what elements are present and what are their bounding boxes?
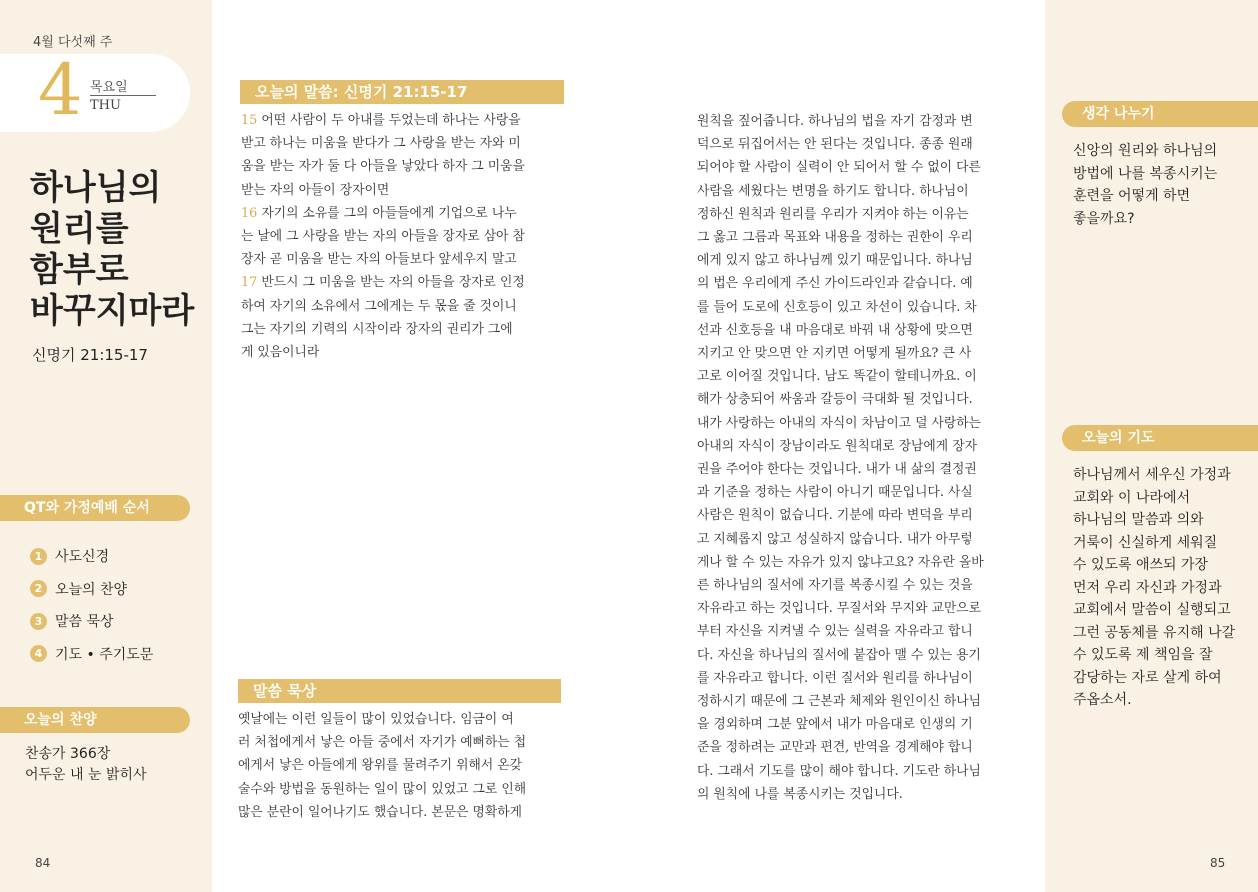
meditation-line: 른 하나님의 질서에 자기를 복종시킬 수 있는 것을 — [697, 578, 973, 594]
meditation-line: 준을 정하려는 교만과 편견, 반역을 경계해야 합니 — [697, 740, 973, 756]
order-header: QT와 가정예배 순서 — [0, 495, 190, 521]
hymn-header: 오늘의 찬양 — [0, 707, 190, 733]
meditation-line: 정하시기 때문에 그 근본과 체제와 원인이신 하나님 — [697, 694, 982, 710]
sharing-text — [1073, 140, 1217, 230]
meditation-line: 게나 할 수 있는 자유가 있지 않냐고요? 자유란 올바 — [697, 554, 984, 570]
prayer-header: 오늘의 기도 — [1062, 425, 1258, 451]
meditation-line: 사람은 원칙이 없습니다. 기분에 따라 변덕을 부리 — [697, 508, 973, 524]
step-number: 1 — [30, 548, 47, 565]
meditation-line: 과 기준을 정하는 사람이 아니기 때문입니다. 사실 — [697, 485, 973, 501]
prayer-line: 감당하는 자로 살게 하여 — [1073, 669, 1222, 686]
prayer-line: 먼저 우리 자신과 가정과 — [1073, 579, 1222, 596]
sharing-line: 좋을까요? — [1073, 210, 1135, 227]
sharing-line: 훈련을 어떻게 하면 — [1073, 188, 1191, 204]
hymn-line: 어두운 내 눈 밝히사 — [25, 767, 147, 783]
meditation-line: 의 법은 우리에게 주신 가이드라인과 같습니다. 예 — [697, 276, 973, 292]
verse-number: 16 — [241, 205, 258, 221]
meditation-header: 말씀 묵상 — [238, 679, 561, 703]
verse-line: 받는 자의 아들이 장자이면 — [241, 182, 390, 198]
meditation-line: 러 처첩에게서 낳은 아들 중에서 자기가 예뻐하는 첩 — [238, 735, 527, 751]
verse-line: 게 있음이니라 — [241, 345, 320, 361]
meditation-line: 많은 분란이 일어나기도 했습니다. 본문은 명확하게 — [238, 804, 523, 820]
step-number: 2 — [30, 580, 47, 597]
meditation-line: 을 경외하며 그분 앞에서 내가 마음대로 인생의 기 — [697, 717, 973, 733]
scripture-reference: 신명기 21:15-17 — [32, 346, 148, 364]
step-number: 3 — [30, 613, 47, 630]
meditation-line: 정하신 원칙과 원리를 우리가 지켜야 하는 이유는 — [697, 206, 969, 222]
step-label: 사도신경 — [55, 549, 110, 566]
order-step — [30, 638, 153, 671]
verse-line: 15 어떤 사람이 두 아내를 두었는데 하나는 사랑을 — [241, 113, 521, 128]
meditation-line: 다. 그래서 기도를 많이 해야 합니다. 기도란 하나님 — [697, 763, 981, 779]
verse-line: 장자 곧 미움을 받는 자의 아들보다 앞세우지 말고 — [241, 252, 517, 268]
meditation-line: 그 옳고 그름과 목표와 내용을 정하는 권한이 우리 — [697, 230, 973, 246]
verse-line: 움을 받는 자가 둘 다 아들을 낳았다 하자 그 미움을 — [241, 159, 525, 175]
meditation-line: 에게서 낳은 아들에게 왕위를 물려주기 위해서 온갖 — [238, 758, 523, 774]
meditation-line: 옛날에는 이런 일들이 많이 있었습니다. 임금이 여 — [238, 712, 514, 727]
verse-number: 15 — [241, 113, 258, 128]
meditation-line: 고로 이어질 것입니다. 남도 똑같이 할테니까요. 이 — [697, 369, 977, 385]
meditation-line: 원칙을 짚어줍니다. 하나님의 법을 자기 감정과 변 — [697, 114, 973, 129]
meditation-line: 에게 있지 않고 하나님께 있기 때문입니다. 하나님 — [697, 253, 973, 269]
prayer-line: 그런 공동체를 유지해 나갈 — [1073, 624, 1236, 641]
step-number: 4 — [30, 645, 47, 662]
title-line: 하나님의 — [30, 168, 162, 208]
reading-header: 오늘의 말씀: 신명기 21:15-17 — [240, 80, 564, 104]
meditation-line: 사람을 세웠다는 변명을 하기도 합니다. 하나님이 — [697, 183, 969, 199]
prayer-line: 교회와 이 나라에서 — [1073, 489, 1191, 506]
title-line: 원리를 — [30, 209, 129, 249]
meditation-line: 해가 상충되어 싸움과 갈등이 극대화 될 것입니다. — [697, 392, 973, 408]
meditation-line: 덕으로 뒤집어서는 안 된다는 것입니다. 종종 원래 — [697, 137, 973, 153]
day-english: THU — [90, 98, 121, 113]
meditation-text-right — [697, 110, 984, 806]
prayer-line: 하나님께서 세우신 가정과 — [1073, 467, 1231, 483]
verse-line: 그는 자기의 기력의 시작이라 장자의 권리가 그에 — [241, 321, 513, 337]
verse-number: 17 — [241, 275, 258, 291]
meditation-line: 다. 자신을 하나님의 질서에 붙잡아 맬 수 있는 용기 — [697, 647, 981, 663]
hymn-line: 찬송가 366장 — [25, 746, 111, 762]
prayer-line: 주옵소서. — [1073, 692, 1132, 708]
prayer-text — [1073, 464, 1235, 712]
prayer-line: 수 있도록 애쓰되 가장 — [1073, 557, 1209, 573]
meditation-line: 자유라고 하는 것입니다. 무질서와 무지와 교만으로 — [697, 601, 982, 617]
meditation-line: 선과 신호등을 내 마음대로 바꿔 내 상황에 맞으면 — [697, 322, 973, 338]
meditation-line: 의 원칙에 나를 복종시키는 것입니다. — [697, 786, 903, 802]
meditation-line: 권을 주어야 한다는 것입니다. 내가 내 삶의 결정권 — [697, 462, 977, 478]
page-title — [30, 168, 212, 332]
step-label: 오늘의 찬양 — [55, 581, 128, 598]
week-label: 4월 다섯째 주 — [33, 35, 113, 50]
sharing-line: 신앙의 원리와 하나님의 — [1073, 143, 1218, 159]
day-number: 4 — [38, 49, 83, 131]
title-line: 함부로 — [30, 250, 129, 290]
meditation-line: 를 들어 도로에 신호등이 있고 차선이 있습니다. 차 — [697, 299, 977, 315]
meditation-line: 지키고 안 맞으면 안 지키면 어떻게 될까요? 큰 사 — [697, 346, 972, 362]
prayer-line: 거룩이 신실하게 세워질 — [1073, 534, 1218, 551]
verse-line: 16 자기의 소유를 그의 아들들에게 기업으로 나누 — [241, 205, 517, 221]
verse-line: 17 반드시 그 미움을 받는 자의 아들을 장자로 인정 — [241, 275, 525, 291]
prayer-line: 교회에서 말씀이 실행되고 — [1073, 602, 1231, 618]
prayer-line: 수 있도록 제 책임을 잘 — [1073, 647, 1213, 663]
page-number-left: 84 — [35, 856, 51, 870]
order-step — [30, 573, 153, 606]
order-step — [30, 540, 153, 573]
order-steps — [30, 540, 153, 670]
step-label: 기도 • 주기도문 — [55, 646, 154, 663]
meditation-line: 고 지혜롭지 않고 성실하지 않습니다. 내가 아무렇 — [697, 531, 973, 547]
page-number-right: 85 — [1210, 856, 1226, 870]
reading-text — [241, 109, 525, 364]
verse-line: 하여 자기의 소유에서 그에게는 두 몫을 줄 것이니 — [241, 298, 517, 314]
meditation-line: 술수와 방법을 동원하는 일이 많이 있었고 그로 인해 — [238, 781, 527, 797]
meditation-line: 를 자유라고 합니다. 이런 질서와 원리를 하나님이 — [697, 670, 973, 686]
verse-line: 받고 하나는 미움을 받다가 그 사랑을 받는 자와 미 — [241, 136, 521, 152]
hymn-text — [25, 744, 147, 786]
day-korean: 목요일 — [90, 80, 128, 95]
verse-line: 는 날에 그 사랑을 받는 자의 아들을 장자로 삼아 참 — [241, 229, 525, 245]
sharing-line: 방법에 나를 복종시키는 — [1073, 165, 1218, 182]
title-line: 바꾸지마라 — [30, 291, 195, 331]
day-divider — [90, 95, 156, 96]
sharing-header: 생각 나누기 — [1062, 101, 1258, 127]
meditation-text-left — [238, 708, 526, 824]
order-step — [30, 605, 153, 638]
step-label: 말씀 묵상 — [55, 614, 114, 631]
meditation-line: 되어야 할 사람이 실력이 안 되어서 할 수 없이 다른 — [697, 160, 981, 176]
prayer-line: 하나님의 말씀과 의와 — [1073, 512, 1204, 528]
meditation-line: 내가 사랑하는 아내의 자식이 차남이고 덜 사랑하는 — [697, 415, 982, 431]
meditation-line: 아내의 자식이 장남이라도 원칙대로 장남에게 장자 — [697, 438, 977, 454]
meditation-line: 부터 자신을 지켜낼 수 있는 실력을 자유라고 합니 — [697, 624, 973, 640]
